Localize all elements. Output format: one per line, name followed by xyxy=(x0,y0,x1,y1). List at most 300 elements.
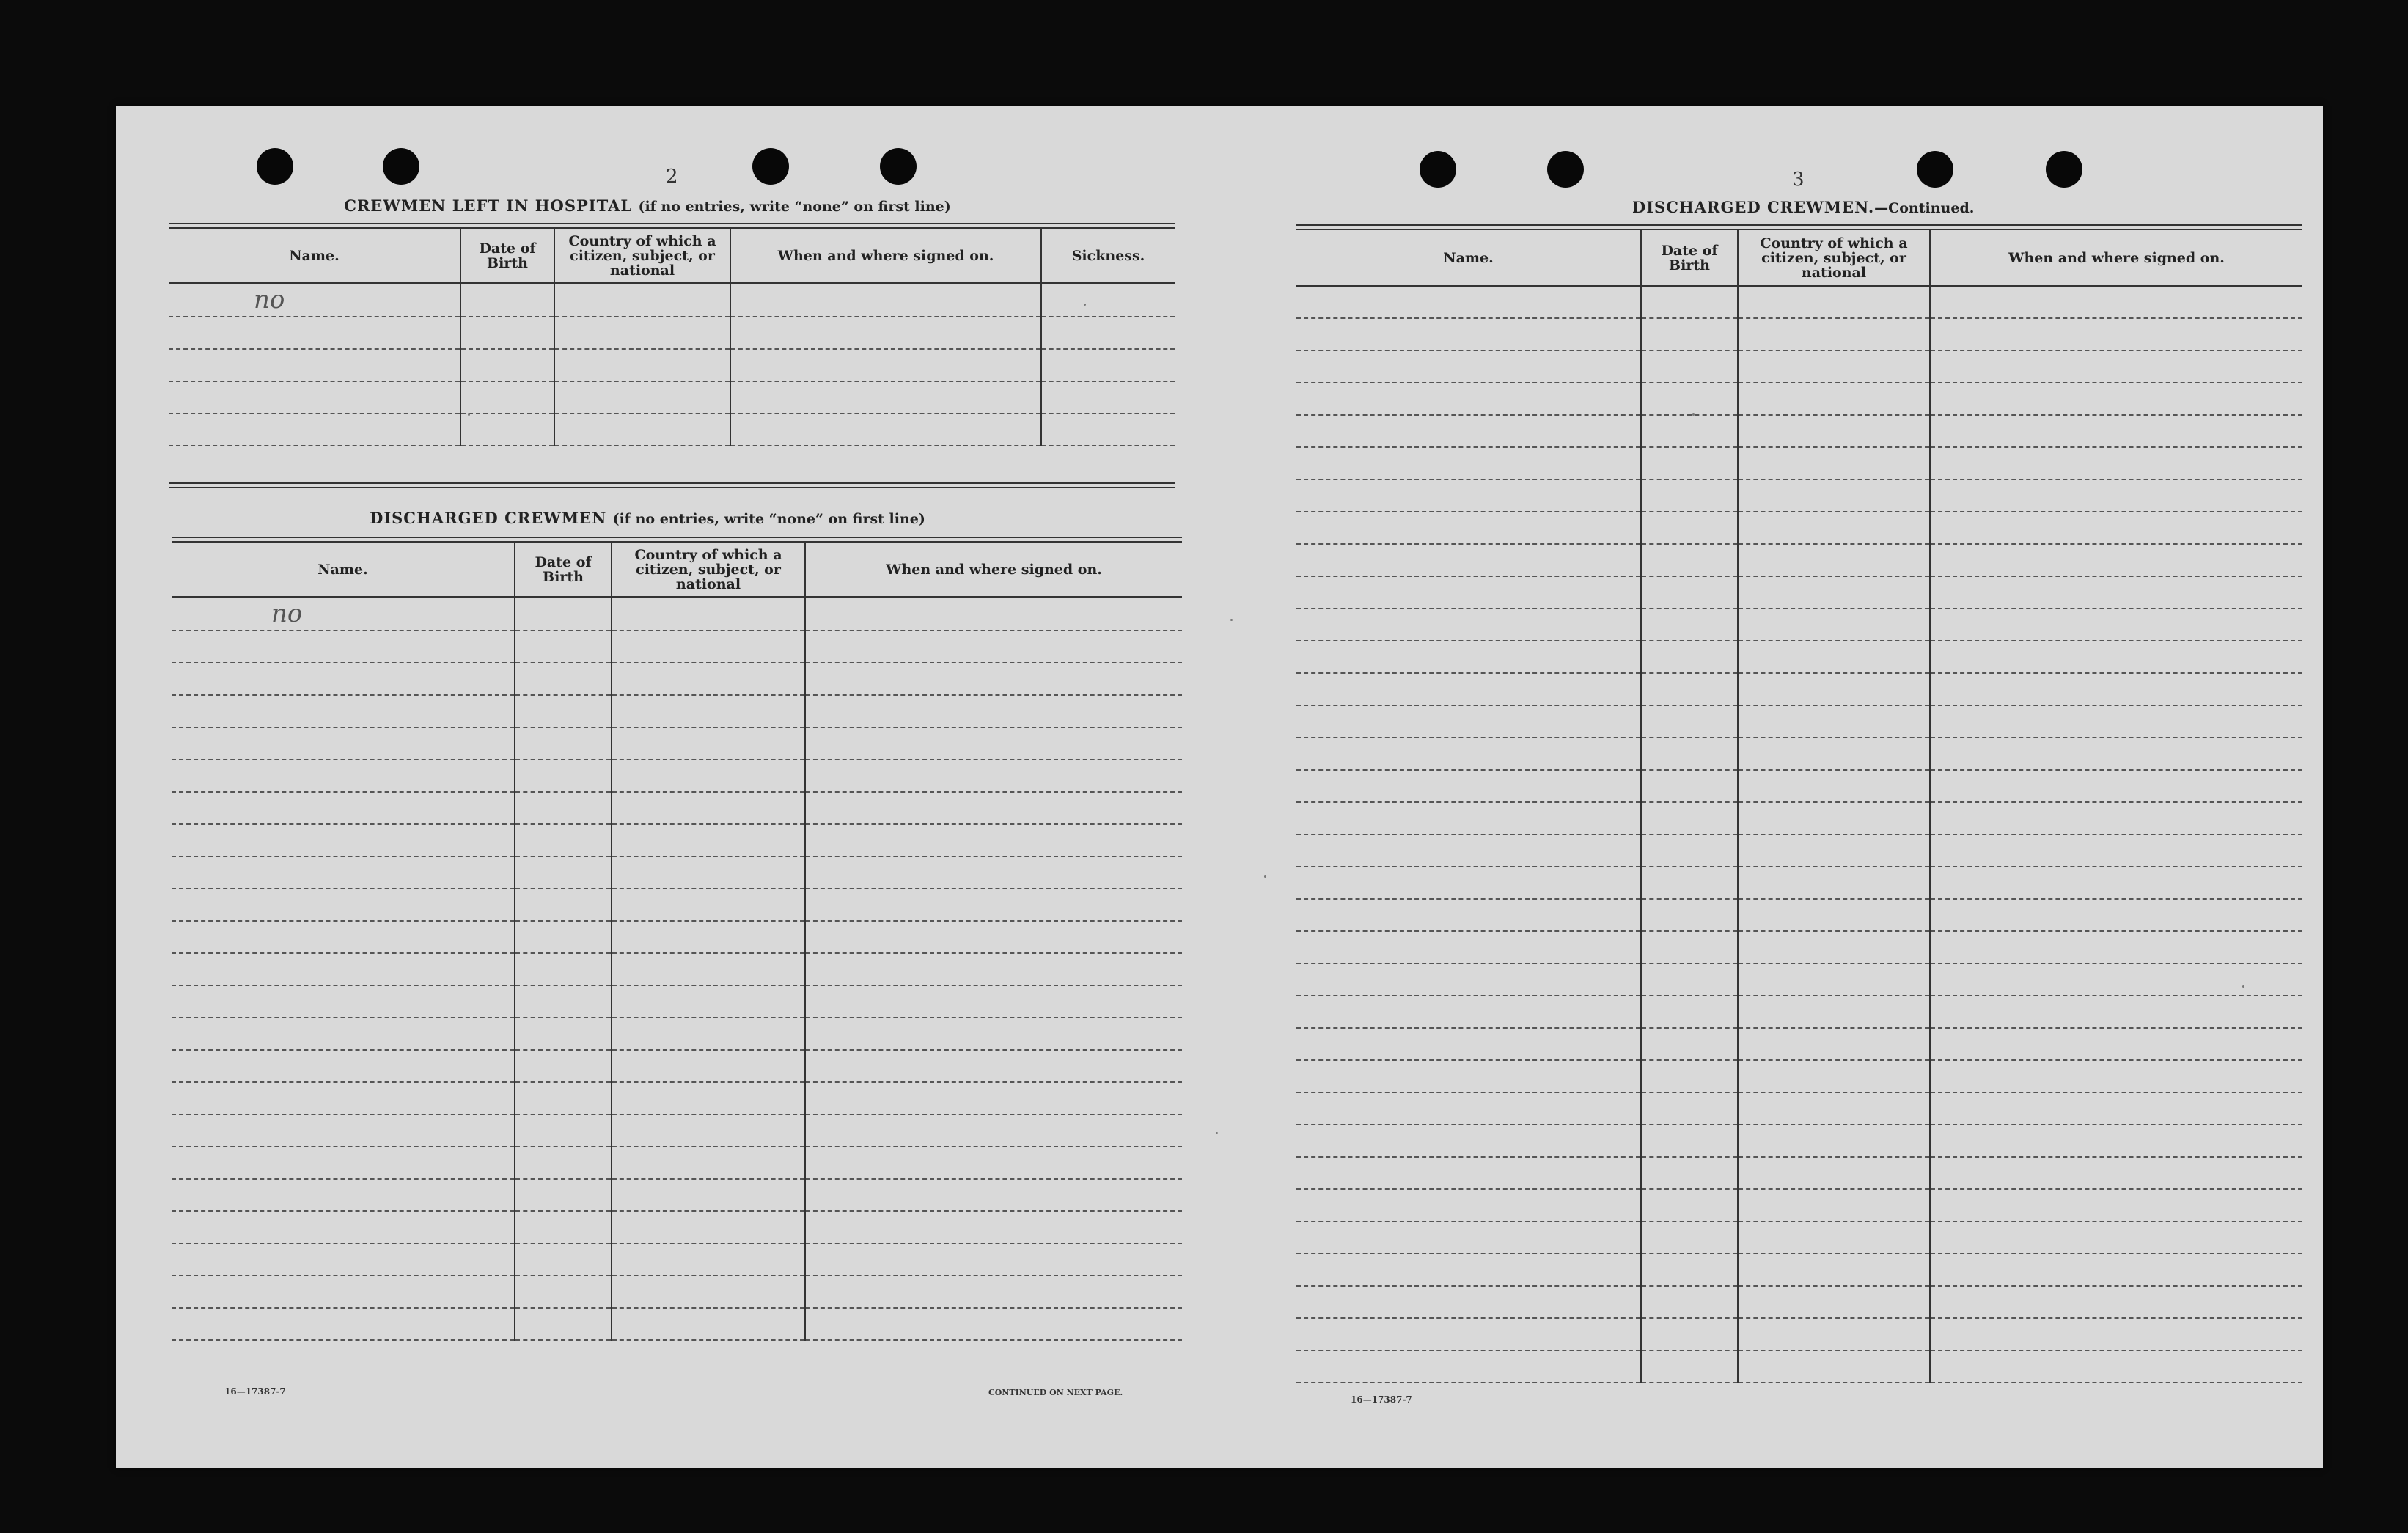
table-row xyxy=(172,1179,1182,1211)
table-cell xyxy=(1738,867,1930,899)
paper-speck xyxy=(1230,619,1233,621)
table-cell xyxy=(1930,415,2302,447)
table-cell xyxy=(612,760,805,792)
table-cell xyxy=(1641,738,1738,770)
col-signed-on: When and where signed on. xyxy=(1930,230,2302,286)
table-cell xyxy=(612,921,805,953)
table-cell xyxy=(1296,383,1641,415)
table-cell xyxy=(1930,1092,2302,1125)
table-cell xyxy=(515,921,612,953)
table-cell xyxy=(515,1179,612,1211)
table-row xyxy=(1296,867,2302,899)
table-cell xyxy=(612,1308,805,1340)
table-cell xyxy=(172,1050,515,1082)
table-cell xyxy=(612,1082,805,1114)
table-cell xyxy=(515,1276,612,1308)
table-cell xyxy=(1930,479,2302,512)
table-cell xyxy=(1738,350,1930,383)
table-cell xyxy=(1930,1189,2302,1221)
table-cell xyxy=(172,695,515,727)
table-cell xyxy=(1738,479,1930,512)
col-country: Country of which a citizen, subject, or national xyxy=(1738,230,1930,286)
document-sheet xyxy=(116,106,2323,1468)
table-row xyxy=(1296,318,2302,350)
table-cell xyxy=(1930,350,2302,383)
table-row xyxy=(172,824,1182,856)
table-cell xyxy=(172,727,515,760)
table-cell xyxy=(1296,576,1641,609)
table-cell xyxy=(554,349,730,381)
table-row xyxy=(1296,1350,2302,1383)
paper-speck xyxy=(1084,304,1086,306)
discharged-continued-title xyxy=(1632,198,1974,216)
table-cell xyxy=(1930,1028,2302,1060)
punch-hole xyxy=(752,148,789,185)
table-row xyxy=(1296,350,2302,383)
table-cell xyxy=(515,760,612,792)
table-cell xyxy=(515,824,612,856)
table-row xyxy=(172,792,1182,824)
col-sickness: Sickness. xyxy=(1041,229,1175,283)
table-cell xyxy=(1738,1350,1930,1383)
table-cell xyxy=(612,1050,805,1082)
table-row xyxy=(1296,1318,2302,1350)
table-cell xyxy=(1296,1092,1641,1125)
hospital-section-title xyxy=(116,196,1179,215)
table-cell xyxy=(1296,1060,1641,1092)
paper-speck xyxy=(1692,413,1695,416)
table-cell xyxy=(1641,705,1738,738)
punch-hole xyxy=(1917,151,1953,188)
table-cell xyxy=(1296,1286,1641,1318)
table-cell xyxy=(1930,512,2302,544)
table-cell xyxy=(1738,286,1930,318)
table-cell xyxy=(1738,996,1930,1028)
discharged-title-note: (if no entries, write “none” on first line) xyxy=(612,511,925,527)
table-cell xyxy=(515,856,612,889)
table-cell xyxy=(172,824,515,856)
table-cell xyxy=(169,413,460,446)
hospital-bottom-rule-2 xyxy=(169,487,1175,488)
table-cell xyxy=(1930,1254,2302,1286)
table-cell xyxy=(805,985,1182,1018)
hospital-bottom-rule xyxy=(169,482,1175,484)
table-cell xyxy=(169,381,460,413)
table-cell xyxy=(1296,1254,1641,1286)
table-cell xyxy=(805,631,1182,663)
table-cell xyxy=(1296,834,1641,867)
table-cell xyxy=(1930,544,2302,576)
table-row xyxy=(172,985,1182,1018)
table-cell xyxy=(515,792,612,824)
table-cell xyxy=(172,1018,515,1050)
table-cell xyxy=(554,317,730,349)
table-cell xyxy=(612,792,805,824)
table-cell xyxy=(612,1114,805,1147)
page-number-right: 3 xyxy=(1792,169,1805,191)
table-cell xyxy=(172,1211,515,1243)
table-cell xyxy=(1296,1318,1641,1350)
table-cell xyxy=(1930,899,2302,931)
table-cell xyxy=(612,663,805,695)
table-cell xyxy=(1296,512,1641,544)
table-cell xyxy=(805,792,1182,824)
table-row xyxy=(172,1211,1182,1243)
table-cell xyxy=(1296,609,1641,641)
table-cell xyxy=(1296,479,1641,512)
table-cell xyxy=(1641,802,1738,834)
table-cell xyxy=(612,1243,805,1276)
table-cell xyxy=(1296,415,1641,447)
table-cell xyxy=(805,1050,1182,1082)
table-cell xyxy=(172,1147,515,1179)
table-cell xyxy=(1296,318,1641,350)
table-cell xyxy=(515,985,612,1018)
table-cell xyxy=(1641,1028,1738,1060)
table-cell xyxy=(1641,512,1738,544)
col-name: Name. xyxy=(1296,230,1641,286)
table-cell xyxy=(1738,1028,1930,1060)
table-cell xyxy=(172,985,515,1018)
table-cell xyxy=(805,1276,1182,1308)
table-cell xyxy=(805,1082,1182,1114)
table-cell xyxy=(1296,350,1641,383)
table-cell xyxy=(1738,1286,1930,1318)
table-row xyxy=(1296,996,2302,1028)
table-cell xyxy=(612,889,805,921)
table-cell xyxy=(1738,447,1930,479)
table-cell xyxy=(1296,1028,1641,1060)
table-cell xyxy=(1738,770,1930,802)
table-cell xyxy=(612,1211,805,1243)
table-row xyxy=(1296,447,2302,479)
table-cell xyxy=(1641,770,1738,802)
table-row xyxy=(172,1308,1182,1340)
table-row xyxy=(1296,931,2302,963)
table-cell xyxy=(1296,802,1641,834)
table-cell xyxy=(1641,544,1738,576)
table-cell xyxy=(515,695,612,727)
table-row xyxy=(172,889,1182,921)
table-cell xyxy=(805,695,1182,727)
paper-speck xyxy=(1264,875,1266,878)
table-cell xyxy=(172,631,515,663)
table-cell xyxy=(1641,383,1738,415)
table-cell xyxy=(805,889,1182,921)
table-cell xyxy=(1041,283,1175,317)
table-cell xyxy=(730,349,1041,381)
table-cell xyxy=(1930,641,2302,673)
table-cell xyxy=(515,727,612,760)
table-cell xyxy=(515,663,612,695)
table-cell xyxy=(805,597,1182,631)
table-cell xyxy=(805,1308,1182,1340)
table-cell xyxy=(1738,1318,1930,1350)
continued-note: CONTINUED ON NEXT PAGE. xyxy=(988,1388,1123,1397)
table-cell xyxy=(612,824,805,856)
table-row xyxy=(172,921,1182,953)
table-row xyxy=(169,381,1175,413)
table-cell xyxy=(515,1147,612,1179)
discharged-section-title xyxy=(116,509,1179,527)
table-cell xyxy=(1296,738,1641,770)
table-cell xyxy=(1641,1157,1738,1189)
table-row xyxy=(1296,770,2302,802)
table-cell xyxy=(1738,705,1930,738)
table-cell xyxy=(1738,1125,1930,1157)
table-cell xyxy=(1930,963,2302,996)
table-cell xyxy=(730,283,1041,317)
col-date-of-birth: Date of Birth xyxy=(460,229,554,283)
table-cell xyxy=(1296,1350,1641,1383)
table-row xyxy=(1296,576,2302,609)
table-row xyxy=(169,349,1175,381)
table-cell xyxy=(1641,641,1738,673)
discharged-name-entry xyxy=(172,597,515,631)
table-cell xyxy=(1641,931,1738,963)
table-cell xyxy=(1738,544,1930,576)
table-cell xyxy=(515,1050,612,1082)
table-cell xyxy=(1930,1157,2302,1189)
table-cell xyxy=(805,953,1182,985)
col-signed-on: When and where signed on. xyxy=(805,543,1182,597)
table-cell xyxy=(730,317,1041,349)
table-cell xyxy=(805,1179,1182,1211)
table-cell xyxy=(805,824,1182,856)
table-row xyxy=(1296,1254,2302,1286)
table-cell xyxy=(1738,802,1930,834)
table-cell xyxy=(172,1082,515,1114)
table-cell xyxy=(1641,447,1738,479)
table-cell xyxy=(172,1114,515,1147)
table-row xyxy=(1296,834,2302,867)
table-row xyxy=(1296,641,2302,673)
table-cell xyxy=(1641,834,1738,867)
form-number-left: 16—17387-7 xyxy=(224,1386,286,1397)
table-cell xyxy=(460,413,554,446)
table-row xyxy=(172,1050,1182,1082)
col-date-of-birth: Date of Birth xyxy=(515,543,612,597)
table-cell xyxy=(172,663,515,695)
table-cell xyxy=(1738,738,1930,770)
paper-speck xyxy=(1216,1132,1218,1134)
table-cell xyxy=(1641,415,1738,447)
table-cell xyxy=(1930,802,2302,834)
table-cell xyxy=(1930,996,2302,1028)
form-number-right: 16—17387-7 xyxy=(1351,1394,1412,1405)
table-row xyxy=(172,1018,1182,1050)
table-cell xyxy=(1041,413,1175,446)
hospital-rows xyxy=(169,283,1175,446)
table-row xyxy=(1296,705,2302,738)
discharged-table-right xyxy=(1296,230,2302,1383)
table-cell xyxy=(1930,770,2302,802)
table-cell xyxy=(515,1082,612,1114)
table-cell xyxy=(730,413,1041,446)
table-row xyxy=(172,1082,1182,1114)
table-cell xyxy=(172,856,515,889)
table-cell xyxy=(1296,1221,1641,1254)
table-row xyxy=(1296,899,2302,931)
table-cell xyxy=(805,856,1182,889)
table-cell xyxy=(1641,1060,1738,1092)
table-cell xyxy=(1738,1092,1930,1125)
handwritten-no: no xyxy=(254,285,285,315)
table-cell xyxy=(1738,512,1930,544)
table-cell xyxy=(169,317,460,349)
table-cell xyxy=(1930,447,2302,479)
table-cell xyxy=(805,663,1182,695)
table-row xyxy=(172,1276,1182,1308)
table-row xyxy=(1296,1125,2302,1157)
table-cell xyxy=(1296,899,1641,931)
table-cell xyxy=(1041,349,1175,381)
table-cell xyxy=(1930,738,2302,770)
punch-hole xyxy=(1547,151,1584,188)
table-cell xyxy=(515,889,612,921)
table-cell xyxy=(1738,1060,1930,1092)
table-row xyxy=(172,695,1182,727)
table-row xyxy=(169,413,1175,446)
table-cell xyxy=(1041,317,1175,349)
table-cell xyxy=(1930,1318,2302,1350)
table-row xyxy=(1296,286,2302,318)
table-cell xyxy=(1296,286,1641,318)
table-row xyxy=(1296,738,2302,770)
table-cell xyxy=(1738,318,1930,350)
table-cell xyxy=(515,597,612,631)
col-signed-on: When and where signed on. xyxy=(730,229,1041,283)
table-cell xyxy=(172,1243,515,1276)
continued-label: —Continued. xyxy=(1874,200,1975,216)
paper-speck xyxy=(468,413,470,416)
table-cell xyxy=(1641,1286,1738,1318)
table-cell xyxy=(1930,1125,2302,1157)
table-cell xyxy=(1738,576,1930,609)
table-cell xyxy=(1738,415,1930,447)
table-cell xyxy=(172,921,515,953)
table-cell xyxy=(1738,641,1930,673)
table-row xyxy=(1296,544,2302,576)
table-row xyxy=(172,953,1182,985)
table-row xyxy=(1296,415,2302,447)
table-cell xyxy=(1930,609,2302,641)
table-cell xyxy=(1930,1350,2302,1383)
table-cell xyxy=(460,381,554,413)
table-row xyxy=(1296,1028,2302,1060)
table-cell xyxy=(1930,673,2302,705)
right-rule xyxy=(1296,224,2302,226)
table-cell xyxy=(730,381,1041,413)
table-cell xyxy=(1296,1189,1641,1221)
table-cell xyxy=(1930,705,2302,738)
table-row xyxy=(1296,1092,2302,1125)
table-cell xyxy=(169,349,460,381)
table-cell xyxy=(805,921,1182,953)
table-cell xyxy=(1296,673,1641,705)
table-cell xyxy=(172,1308,515,1340)
table-cell xyxy=(1641,286,1738,318)
table-row xyxy=(1296,609,2302,641)
table-cell xyxy=(1641,867,1738,899)
table-cell xyxy=(612,1147,805,1179)
discharged-title-text: DISCHARGED CREWMEN xyxy=(370,509,607,527)
table-cell xyxy=(1930,867,2302,899)
table-cell xyxy=(1641,350,1738,383)
table-cell xyxy=(172,889,515,921)
table-cell xyxy=(1930,318,2302,350)
table-cell xyxy=(612,856,805,889)
table-cell xyxy=(805,727,1182,760)
table-cell xyxy=(1641,1350,1738,1383)
table-cell xyxy=(554,381,730,413)
table-cell xyxy=(805,1147,1182,1179)
table-row xyxy=(172,631,1182,663)
table-cell xyxy=(515,1114,612,1147)
table-cell xyxy=(1930,834,2302,867)
table-cell xyxy=(1296,705,1641,738)
discharged-rule xyxy=(172,537,1182,538)
table-cell xyxy=(1641,1254,1738,1286)
table-cell xyxy=(515,1308,612,1340)
table-cell xyxy=(554,413,730,446)
table-cell xyxy=(1641,899,1738,931)
table-cell xyxy=(612,695,805,727)
table-row xyxy=(1296,802,2302,834)
table-cell xyxy=(1738,963,1930,996)
table-row xyxy=(172,727,1182,760)
hospital-title-text: CREWMEN LEFT IN HOSPITAL xyxy=(344,196,633,215)
col-name: Name. xyxy=(172,543,515,597)
table-cell xyxy=(1641,996,1738,1028)
table-cell xyxy=(1296,770,1641,802)
col-name: Name. xyxy=(169,229,460,283)
table-cell xyxy=(1738,834,1930,867)
table-cell xyxy=(612,631,805,663)
table-cell xyxy=(515,1018,612,1050)
table-cell xyxy=(1930,576,2302,609)
table-cell xyxy=(1296,963,1641,996)
table-cell xyxy=(1296,641,1641,673)
table-cell xyxy=(1641,963,1738,996)
table-cell xyxy=(460,349,554,381)
discharged-continued-title-text: DISCHARGED CREWMEN. xyxy=(1632,198,1875,216)
table-cell xyxy=(1641,1125,1738,1157)
table-cell xyxy=(172,953,515,985)
table-row xyxy=(1296,479,2302,512)
table-cell xyxy=(612,1179,805,1211)
table-cell xyxy=(805,1243,1182,1276)
col-country: Country of which a citizen, subject, or national xyxy=(612,543,805,597)
table-cell xyxy=(1641,673,1738,705)
table-cell xyxy=(515,953,612,985)
table-row xyxy=(169,317,1175,349)
table-cell xyxy=(1930,931,2302,963)
table-row xyxy=(1296,673,2302,705)
table-cell xyxy=(1641,318,1738,350)
table-row xyxy=(172,1243,1182,1276)
table-row xyxy=(1296,1060,2302,1092)
paper-speck xyxy=(2242,985,2244,988)
table-cell xyxy=(805,1211,1182,1243)
table-cell xyxy=(805,1018,1182,1050)
table-cell xyxy=(612,1018,805,1050)
table-cell xyxy=(1296,996,1641,1028)
table-cell xyxy=(612,953,805,985)
table-cell xyxy=(1738,931,1930,963)
table-row xyxy=(172,760,1182,792)
table-cell xyxy=(1738,383,1930,415)
